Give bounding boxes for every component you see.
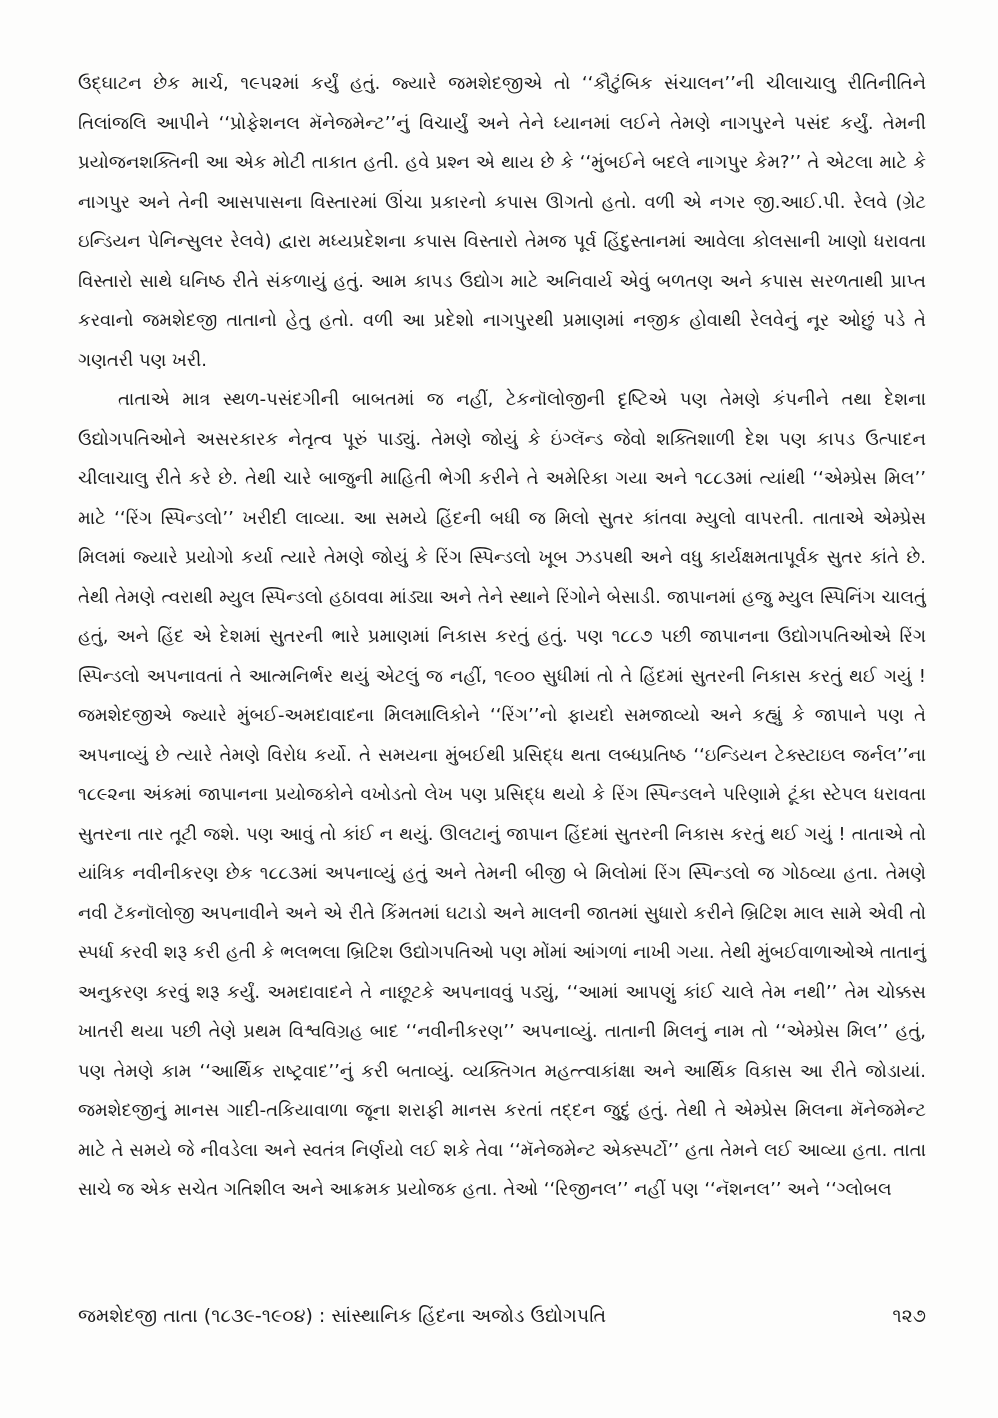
running-footer-title: જમશેદજી તાતા (૧૮૩૯-૧૯૦૪) : સાંસ્થાનિક હિંદના અજોડ ઉદ્યોગપતિ [78,1305,607,1327]
paragraph-1: ઉદ્‌ઘાટન છેક માર્ચ, ૧૯૫૨માં કર્યું હતું. જ્યારે જમશેદજીએ તો ‘‘કૌટુંબિક સંચાલન’’ની ચીલાચાલુ રીતિનીતિને તિલાંજલિ આપીને ‘‘પ્રોફેશનલ મૅનેજમેન્ટ’’નું વિચાર્યું અને તેને ધ્યાનમાં લઈને તેમણે નાગપુરને પસંદ કર્યું. તેમની પ્રયોજનશક્તિની આ એક મોટી તાકાત હતી. હવે પ્રશ્ન એ થાય છે કે ‘‘મુંબઈને બદલે નાગપુર કેમ?’’ તે એટલા માટે કે નાગપુર અને તેની આસપાસના વિસ્તારમાં ઊંચા પ્રકારનો કપાસ ઊગતો હતો. વળી એ નગર જી.આઈ.પી. રેલવે (ગ્રેટ ઇન્ડિયન પેનિન્સુલર રેલવે) દ્વારા મધ્યપ્રદેશના કપાસ વિસ્તારો તેમજ પૂર્વ હિંદુસ્તાનમાં આવેલા કોલસાની ખાણો ધરાવતા વિસ્તારો સાથે ઘનિષ્ઠ રીતે સંકળાયું હતું. આમ કાપડ ઉદ્યોગ માટે અનિવાર્ય એવું બળતણ અને કપાસ સરળતાથી પ્રાપ્ત કરવાનો જમશેદજી તાતાનો હેતુ હતો. વળી આ પ્રદેશો નાગપુરથી પ્રમાણમાં નજીક હોવાથી રેલવેનું નૂર ઓછું પડે તે ગણતરી પણ ખરી. [78,73,926,371]
paragraph-2: તાતાએ માત્ર સ્થળ-પસંદગીની બાબતમાં જ નહીં, ટેકનૉલોજીની દૃષ્ટિએ પણ તેમણે કંપનીને તથા દેશના ઉદ્યોગપતિઓને અસરકારક નેતૃત્વ પૂરું પાડ્યું. તેમણે જોયું કે ઇંગ્લૅન્ડ જેવો શક્તિશાળી દેશ પણ કાપડ ઉત્પાદન ચીલાચાલુ રીતે કરે છે. તેથી ચારે બાજુની માહિતી ભેગી કરીને તે અમેરિકા ગયા અને ૧૮૮૩માં ત્યાંથી ‘‘એમ્પ્રેસ મિલ’’ માટે ‘‘રિંગ સ્પિન્ડલો’’ ખરીદી લાવ્યા. આ સમયે હિંદની બધી જ મિલો સુતર કાંતવા મ્યુલો વાપરતી. તાતાએ એમ્પ્રેસ મિલમાં જ્યારે પ્રયોગો કર્યા ત્યારે તેમણે જોયું કે રિંગ સ્પિન્ડલો ખૂબ ઝડપથી અને વધુ કાર્યક્ષમતાપૂર્વક સુતર કાંતે છે. તેથી તેમણે ત્વરાથી મ્યુલ સ્પિન્ડલો હઠાવવા માંડ્યા અને તેને સ્થાને રિંગોને બેસાડી. જાપાનમાં હજુ મ્યુલ સ્પિનિંગ ચાલતું હતું, અને હિંદ એ દેશમાં સુતરની ભારે પ્રમાણમાં નિકાસ કરતું હતું. પણ ૧૮૮૭ પછી જાપાનના ઉદ્યોગપતિઓએ રિંગ સ્પિન્ડલો અપનાવતાં તે આત્મનિર્ભર થયું એટલું જ નહીં, ૧૯૦૦ સુધીમાં તો તે હિંદમાં સુતરની નિકાસ કરતું થઈ ગયું ! જમશેદજીએ જ્યારે મુંબઈ-અમદાવાદના મિલમાલિકોને ‘‘રિંગ’’નો ફાયદો સમજાવ્યો અને કહ્યું કે જાપાને પણ તે અપનાવ્યું છે ત્યારે તેમણે વિરોધ કર્યો. તે સમયના મુંબઈથી પ્રસિદ્ધ થતા લબ્ધપ્રતિષ્ઠ ‘‘ઇન્ડિયન ટેક્સ્ટાઇલ જર્નલ’’ના ૧૮૯૨ના અંકમાં જાપાનના પ્રયોજકોને વખોડતો લેખ પણ પ્રસિદ્ધ થયો કે રિંગ સ્પિન્ડલને પરિણામે ટૂંકા સ્ટેપલ ધરાવતા સુતરના તાર તૂટી જશે. પણ આવું તો કાંઈ ન થયું. ઊલટાનું જાપાન હિંદમાં સુતરની નિકાસ કરતું થઈ ગયું ! તાતાએ તો યાંત્રિક નવીનીકરણ છેક ૧૮૮૩માં અપનાવ્યું હતું અને તેમની બીજી બે મિલોમાં રિંગ સ્પિન્ડલો જ ગોઠવ્યા હતા. તેમણે નવી ટૅકનૉલોજી અપનાવીને અને એ રીતે કિંમતમાં ઘટાડો અને માલની જાતમાં સુધારો કરીને બ્રિટિશ માલ સામે એવી તો સ્પર્ધા કરવી શરૂ કરી હતી કે ભલભલા બ્રિટિશ ઉદ્યોગપતિઓ પણ મોંમાં આંગળાં નાખી ગયા. તેથી મુંબઈવાળાઓએ તાતાનું અનુકરણ કરવું શરૂ કર્યું. અમદાવાદને તે નાછૂટકે અપનાવવું પડ્યું, ‘‘આમાં આપણું કાંઈ ચાલે તેમ નથી’’ તેમ ચોક્કસ ખાતરી થયા પછી તેણે પ્રથમ વિશ્વવિગ્રહ બાદ ‘‘નવીનીકરણ’’ અપનાવ્યું. તાતાની મિલનું નામ તો ‘‘એમ્પ્રેસ મિલ’’ હતું, પણ તેમણે કામ ‘‘આર્થિક રાષ્ટ્રવાદ’’નું કરી બતાવ્યું. વ્યક્તિગત મહત્ત્વાકાંક્ષા અને આર્થિક વિકાસ આ રીતે જોડાયાં. જમશેદજીનું માનસ ગાદી-તકિયાવાળા જૂના શરાફી માનસ કરતાં તદ્દન જુદું હતું. તેથી તે એમ્પ્રેસ મિલના મૅનેજમેન્ટ માટે તે સમયે જે નીવડેલા અને સ્વતંત્ર નિર્ણયો લઈ શકે તેવા ‘‘મૅનેજમેન્ટ એક્સ્પર્ટો’’ હતા તેમને લઈ આવ્યા હતા. તાતા સાચે જ એક સચેત ગતિશીલ અને આક્રમક પ્રયોજક હતા. તેઓ ‘‘રિજીનલ’’ નહીં પણ ‘‘નૅશનલ’’ અને ‘‘ગ્લોબલ [78,389,926,1200]
page-number: ૧૨૭ [892,1305,926,1327]
page-footer [78,1305,926,1345]
body-text [78,64,926,1210]
